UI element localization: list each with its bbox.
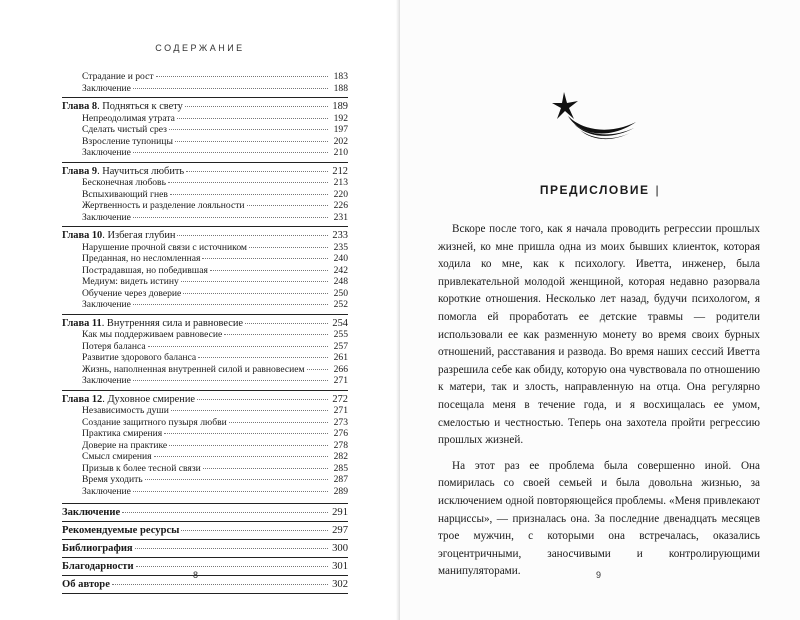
dot-leader <box>164 433 328 434</box>
toc-entry-label: Непреодолимая утрата <box>82 112 175 124</box>
toc-page-number: 300 <box>332 543 348 554</box>
dot-leader <box>169 129 328 130</box>
toc-page-number: 226 <box>333 200 348 211</box>
toc-page-number: 212 <box>332 165 348 177</box>
toc-entry-row <box>62 189 348 201</box>
chapter-title: . Духовное смирение <box>102 393 196 405</box>
toc-major-label: Об авторе <box>62 579 110 590</box>
toc-page-number: 285 <box>333 462 348 474</box>
toc-entry-row <box>62 463 348 475</box>
toc-divider <box>62 575 348 576</box>
toc-entry-label: Преданная, но несломленная <box>82 253 201 264</box>
toc-entry-row <box>62 474 348 486</box>
dot-leader <box>171 410 328 411</box>
toc-entry-label: Жертвенность и разделение лояльности <box>82 200 245 211</box>
toc-divider <box>62 593 348 594</box>
dot-leader <box>133 217 328 218</box>
toc-entry-row <box>62 71 348 83</box>
toc-entry-label: Создание защитного пузыря любви <box>82 416 227 428</box>
dot-leader <box>185 106 328 107</box>
toc-page-number: 261 <box>333 352 348 363</box>
toc-entry-label: Призыв к более тесной связи <box>82 462 201 474</box>
chapter-prefix: Глава 9 <box>62 165 98 177</box>
toc-entry-label: Жизнь, наполненная внутренней силой и равновесием <box>82 363 305 375</box>
toc-entry-label: Время уходить <box>82 474 143 485</box>
dot-leader <box>197 399 328 400</box>
toc-entry-row <box>62 352 348 364</box>
toc-page-number: 255 <box>333 329 348 340</box>
dot-leader <box>181 281 328 282</box>
section-title <box>400 183 800 197</box>
toc-page-number: 192 <box>333 112 348 124</box>
dot-leader <box>154 456 328 457</box>
toc-chapter-label <box>62 318 243 330</box>
toc-major-label: Благодарности <box>62 561 134 572</box>
toc-major-row <box>62 542 348 555</box>
toc-entry-label: Страдание и рост <box>82 71 154 82</box>
toc-entry-label: Заключение <box>82 299 131 310</box>
toc-page-number: 302 <box>332 579 348 590</box>
toc-entry-row <box>62 288 348 300</box>
toc-page-number: 188 <box>333 82 348 94</box>
dot-leader <box>224 334 328 335</box>
toc-major-row <box>62 578 348 591</box>
toc-chapter-group <box>62 318 348 391</box>
toc-chapter-label <box>62 101 183 113</box>
running-head: СОДЕРЖАНИЕ <box>155 43 245 53</box>
toc-chapter-group <box>62 101 348 163</box>
toc-page-number: 235 <box>333 241 348 253</box>
toc-chapter-group <box>62 71 348 98</box>
toc-chapter-group <box>62 394 348 501</box>
toc-page-number: 210 <box>333 147 348 158</box>
toc-entry-label: Заключение <box>82 375 131 386</box>
toc-page-number: 252 <box>333 299 348 310</box>
toc-chapter-row <box>62 318 348 330</box>
toc-entry-row <box>62 341 348 353</box>
dot-leader <box>198 357 328 358</box>
toc-entry-row <box>62 329 348 341</box>
dot-leader <box>135 548 328 549</box>
toc-page-number: 291 <box>332 507 348 518</box>
chapter-prefix: Глава 12 <box>62 393 103 405</box>
body-text <box>438 221 760 581</box>
toc-page-number: 231 <box>333 211 348 223</box>
dot-leader <box>145 479 328 480</box>
dot-leader <box>177 235 328 236</box>
shooting-star-icon <box>550 88 640 148</box>
table-of-contents <box>62 71 348 596</box>
toc-page-number: 189 <box>332 101 348 112</box>
toc-entry-row <box>62 136 348 148</box>
toc-back-matter <box>62 503 348 594</box>
toc-entry-label: Доверие на практике <box>82 439 168 451</box>
toc-entry-row <box>62 417 348 429</box>
chapter-prefix: Глава 8 <box>62 101 98 112</box>
paragraph: Вскоре после того, как я начала проводить регрессии прошлых жизней, ко мне пришла одна из моих бывших клиенток, которая ходила ко мне, как к психологу. Иветта, инженер, была привлекательной молодой женщиной, которая недавно разорвала короткие отношения. Несколько лет назад, будучи психологом, я помогла ей проработать ее детские травмы — родители использовали ее как разменную монету во время своих бурных отношений, расставания и развода. Во время наших сессий Иветта разрешила себе как обиду, которую она чувствовала по отношению к матери, так и злость, направленную на отца. Она регулярно посещала меня в течение года, и я восхищалась ее умом, смелостью и честностью. Теперь она захотела пройти регрессию прошлых жизней. <box>438 223 760 447</box>
toc-page-number: 183 <box>333 71 348 82</box>
right-page <box>400 0 800 620</box>
toc-entry-label: Нарушение прочной связи с источником <box>82 241 248 253</box>
dot-leader <box>247 205 328 206</box>
dot-leader <box>156 76 328 77</box>
chapter-title: . Избегая глубин <box>102 230 176 241</box>
toc-entry-row <box>62 124 348 136</box>
toc-entry-row <box>62 177 348 189</box>
paragraph: На этот раз ее проблема была совершенно иной. Она помирилась со своей семьей и была довольна жизнью, за исключением одной повторяющейся проблемы. «Меня привлекают нарциссы», — призналась она. За последние двенадцать месяцев трое мужчин, с которыми она встречалась, оказались эгоцентричными, заносчивыми и контролирующими манипуляторами. <box>438 459 760 578</box>
toc-entry-row <box>62 265 348 277</box>
toc-page-number: 282 <box>333 451 348 462</box>
dot-leader <box>133 152 328 153</box>
toc-entry-row <box>62 83 348 95</box>
dot-leader <box>186 171 328 172</box>
toc-page-number: 289 <box>333 485 348 497</box>
chapter-prefix: Глава 11 <box>62 317 102 329</box>
toc-page-number: 273 <box>333 416 348 428</box>
chapter-title: . Подняться к свету <box>97 101 183 112</box>
toc-page-number: 233 <box>332 230 348 241</box>
dot-leader <box>229 422 328 423</box>
toc-page-number: 242 <box>333 264 348 276</box>
toc-chapter-label <box>62 230 175 242</box>
toc-chapter-row <box>62 101 348 113</box>
toc-major-label: Заключение <box>62 507 121 518</box>
toc-page-number: 248 <box>333 276 348 287</box>
toc-page-number: 278 <box>333 439 348 451</box>
toc-entry-row <box>62 242 348 254</box>
toc-divider <box>62 539 348 540</box>
toc-major-row <box>62 524 348 537</box>
toc-entry-label: Смысл смирения <box>82 451 152 462</box>
toc-page-number: 272 <box>332 393 348 405</box>
toc-page-number: 276 <box>333 428 348 439</box>
toc-page-number: 197 <box>333 124 348 135</box>
toc-entry-label: Потеря баланса <box>82 340 146 352</box>
toc-page-number: 213 <box>333 177 348 188</box>
dot-leader <box>122 512 328 513</box>
toc-entry-label: Вспыхивающий гнев <box>82 188 168 200</box>
toc-entry-label: Заключение <box>82 211 131 223</box>
toc-chapter-row <box>62 166 348 178</box>
section-title-text: ПРЕДИСЛОВИЕ <box>539 183 650 197</box>
dot-leader <box>133 491 328 492</box>
toc-page-number: 257 <box>333 340 348 352</box>
page-number-right: 9 <box>596 570 602 580</box>
dot-leader <box>210 270 328 271</box>
toc-entry-label: Обучение через доверие <box>82 287 182 299</box>
toc-entry-row <box>62 253 348 265</box>
dot-leader <box>133 380 328 381</box>
dot-leader <box>177 118 328 119</box>
dot-leader <box>112 584 328 585</box>
page-number-left: 8 <box>193 570 199 580</box>
toc-entry-row <box>62 364 348 376</box>
toc-divider <box>62 521 348 522</box>
toc-page-number: 240 <box>333 253 348 264</box>
toc-page-number: 287 <box>333 474 348 485</box>
toc-entry-row <box>62 486 348 498</box>
dot-leader <box>169 445 328 446</box>
section-title-bar: | <box>655 183 661 197</box>
dot-leader <box>249 247 328 248</box>
toc-entry-row <box>62 147 348 159</box>
toc-divider <box>62 557 348 558</box>
toc-entry-label: Бесконечная любовь <box>82 177 166 188</box>
toc-entry-row <box>62 299 348 311</box>
toc-entry-label: Как мы поддерживаем равновесие <box>82 329 223 340</box>
toc-page-number: 271 <box>333 405 348 416</box>
toc-entry-label: Независимость души <box>82 405 169 416</box>
toc-entry-label: Заключение <box>82 147 131 158</box>
toc-page-number: 202 <box>333 135 348 147</box>
toc-entry-label: Сделать чистый срез <box>82 124 167 135</box>
dot-leader <box>307 369 328 370</box>
toc-page-number: 297 <box>332 525 348 536</box>
toc-entry-label: Развитие здорового баланса <box>82 352 197 363</box>
dot-leader <box>181 530 328 531</box>
toc-major-row <box>62 506 348 519</box>
toc-page-number: 250 <box>333 287 348 299</box>
toc-entry-label: Медиум: видеть истину <box>82 276 179 287</box>
toc-chapter-label <box>62 166 184 178</box>
toc-entry-row <box>62 440 348 452</box>
dot-leader <box>168 182 328 183</box>
toc-page-number: 254 <box>332 317 348 329</box>
toc-entry-label: Заключение <box>82 82 131 94</box>
toc-chapter-group <box>62 230 348 315</box>
toc-chapter-row <box>62 230 348 242</box>
toc-entry-row <box>62 276 348 288</box>
dot-leader <box>202 258 328 259</box>
toc-entry-row <box>62 200 348 212</box>
toc-page-number: 271 <box>333 375 348 386</box>
toc-entry-label: Заключение <box>82 485 131 497</box>
dot-leader <box>148 346 328 347</box>
toc-page-number: 220 <box>333 188 348 200</box>
dot-leader <box>183 293 328 294</box>
toc-entry-row <box>62 113 348 125</box>
toc-major-row <box>62 560 348 573</box>
toc-chapter-row <box>62 394 348 406</box>
toc-entry-row <box>62 428 348 440</box>
toc-entry-row <box>62 405 348 417</box>
toc-major-label: Библиография <box>62 543 133 554</box>
chapter-title: . Научиться любить <box>97 165 185 177</box>
toc-page-number: 266 <box>333 363 348 375</box>
chapter-prefix: Глава 10 <box>62 230 103 241</box>
dot-leader <box>133 88 328 89</box>
toc-entry-label: Пострадавшая, но победившая <box>82 264 208 276</box>
toc-major-label: Рекомендуемые ресурсы <box>62 525 180 536</box>
dot-leader <box>133 304 328 305</box>
toc-chapter-group <box>62 166 348 228</box>
dot-leader <box>175 141 328 142</box>
toc-entry-row <box>62 212 348 224</box>
toc-entry-row <box>62 375 348 387</box>
toc-divider <box>62 503 348 504</box>
toc-entry-row <box>62 451 348 463</box>
toc-page-number: 301 <box>332 561 348 572</box>
dot-leader <box>136 566 328 567</box>
dot-leader <box>170 194 328 195</box>
dot-leader <box>203 468 328 469</box>
toc-entry-label: Практика смирения <box>82 428 163 439</box>
dot-leader <box>245 323 328 324</box>
toc-chapter-label <box>62 394 195 406</box>
chapter-title: . Внутренняя сила и равновесие <box>101 317 244 329</box>
toc-entry-label: Взросление тупоницы <box>82 135 173 147</box>
